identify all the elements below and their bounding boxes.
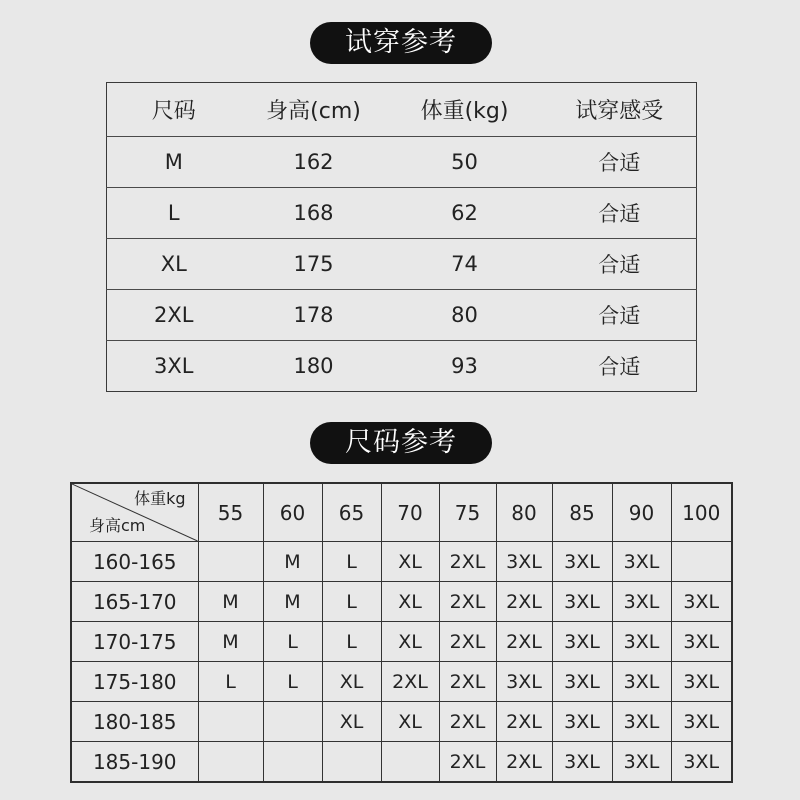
size-cell: 3XL [552, 742, 612, 783]
table-row [71, 662, 732, 702]
table-row [107, 341, 697, 392]
table-row [107, 188, 697, 239]
size-cell: XL [322, 662, 381, 702]
height-range-cell: 185-190 [71, 742, 198, 783]
size-cell: 2XL [439, 702, 496, 742]
size-cell: 2XL [439, 622, 496, 662]
size-cell: 3XL [496, 542, 552, 582]
size-cell: 3XL [671, 582, 732, 622]
size-cell: L [263, 662, 322, 702]
size-cell: XL [322, 702, 381, 742]
size-cell: M [263, 582, 322, 622]
size-cell: 3XL [552, 582, 612, 622]
size-cell: L [322, 622, 381, 662]
header-height: 身高(cm) [241, 83, 387, 137]
size-cell: 3XL [612, 702, 671, 742]
size-cell: 3XL [496, 662, 552, 702]
weight-header-cell: 65 [322, 483, 381, 542]
height-cell: 180 [293, 354, 334, 378]
size-cell: 2XL [439, 662, 496, 702]
table-row [71, 702, 732, 742]
weight-header-cell: 55 [198, 483, 263, 542]
size-cell: XL [381, 582, 439, 622]
size-cell: 2XL [496, 702, 552, 742]
size-cell: 2XL [439, 582, 496, 622]
fit-cell: 合适 [543, 137, 697, 188]
weight-header-cell: 100 [671, 483, 732, 542]
table-row [71, 582, 732, 622]
table-row [107, 290, 697, 341]
weight-header-cell: 60 [263, 483, 322, 542]
size-cell: 3XL [612, 582, 671, 622]
size-cell: M [107, 137, 241, 188]
size-cell: XL [381, 702, 439, 742]
size-cell [198, 542, 263, 582]
size-cell: 3XL [552, 542, 612, 582]
weight-header-cell: 70 [381, 483, 439, 542]
size-cell: L [322, 582, 381, 622]
size-cell: XL [381, 542, 439, 582]
weight-cell: 74 [387, 239, 543, 290]
table-row [107, 137, 697, 188]
weight-header-cell: 75 [439, 483, 496, 542]
header-size: 尺码 [107, 83, 241, 137]
size-cell: XL [381, 622, 439, 662]
size-cell: L [198, 662, 263, 702]
weight-cell: 93 [451, 354, 478, 378]
size-cell: 3XL [552, 622, 612, 662]
table-row [71, 742, 732, 783]
corner-header-cell [71, 483, 198, 542]
corner-height-label: 身高cm [89, 516, 146, 535]
size-cell: 3XL [612, 662, 671, 702]
size-cell [198, 742, 263, 783]
size-cell: L [263, 622, 322, 662]
size-cell [381, 742, 439, 783]
table-row [71, 622, 732, 662]
height-cell: 162 [241, 137, 387, 188]
size-reference-table [70, 482, 733, 783]
fit-cell: 合适 [598, 355, 641, 379]
size-cell: M [198, 622, 263, 662]
size-cell [263, 742, 322, 783]
weight-header-cell: 80 [496, 483, 552, 542]
size-cell: 3XL [671, 622, 732, 662]
size-cell: 3XL [612, 542, 671, 582]
size-cell: 2XL [496, 582, 552, 622]
header-fit: 试穿感受 [543, 83, 697, 137]
header-weight: 体重(kg) [387, 83, 543, 137]
size-cell: 3XL [552, 662, 612, 702]
size-cell: L [107, 188, 241, 239]
height-cell: 178 [241, 290, 387, 341]
weight-cell: 62 [387, 188, 543, 239]
size-cell: XL [107, 239, 241, 290]
size-cell [671, 542, 732, 582]
size-cell [322, 742, 381, 783]
weight-header-cell: 90 [612, 483, 671, 542]
height-range-cell: 160-165 [71, 542, 198, 582]
height-range-cell: 165-170 [71, 582, 198, 622]
table-row [71, 542, 732, 582]
size-cell: 2XL [496, 622, 552, 662]
fit-cell: 合适 [543, 239, 697, 290]
weight-header-cell: 85 [552, 483, 612, 542]
size-cell: 3XL [671, 662, 732, 702]
height-cell: 175 [241, 239, 387, 290]
fit-cell: 合适 [543, 290, 697, 341]
table-header-row [71, 483, 732, 542]
corner-weight-label: 体重kg [134, 489, 186, 508]
fitting-reference-badge: 试穿参考 [310, 22, 492, 64]
height-range-cell: 180-185 [71, 702, 198, 742]
size-cell [263, 702, 322, 742]
size-cell: L [322, 542, 381, 582]
fit-cell: 合适 [543, 188, 697, 239]
size-cell: 3XL [154, 354, 194, 378]
size-cell [198, 702, 263, 742]
weight-cell: 80 [387, 290, 543, 341]
size-cell: M [198, 582, 263, 622]
height-cell: 168 [241, 188, 387, 239]
table-header-row [107, 83, 697, 137]
size-cell: M [263, 542, 322, 582]
weight-cell: 50 [387, 137, 543, 188]
fitting-reference-table [106, 82, 697, 392]
size-cell: 2XL [496, 742, 552, 783]
size-cell: 3XL [612, 622, 671, 662]
size-cell: 3XL [671, 742, 732, 783]
height-range-cell: 175-180 [71, 662, 198, 702]
size-cell: 3XL [612, 742, 671, 783]
size-reference-badge: 尺码参考 [310, 422, 492, 464]
size-cell: 2XL [381, 662, 439, 702]
size-cell: 3XL [552, 702, 612, 742]
size-cell: 2XL [439, 742, 496, 783]
table-row [107, 239, 697, 290]
height-range-cell: 170-175 [71, 622, 198, 662]
size-cell: 2XL [439, 542, 496, 582]
size-cell: 2XL [107, 290, 241, 341]
size-cell: 3XL [671, 702, 732, 742]
